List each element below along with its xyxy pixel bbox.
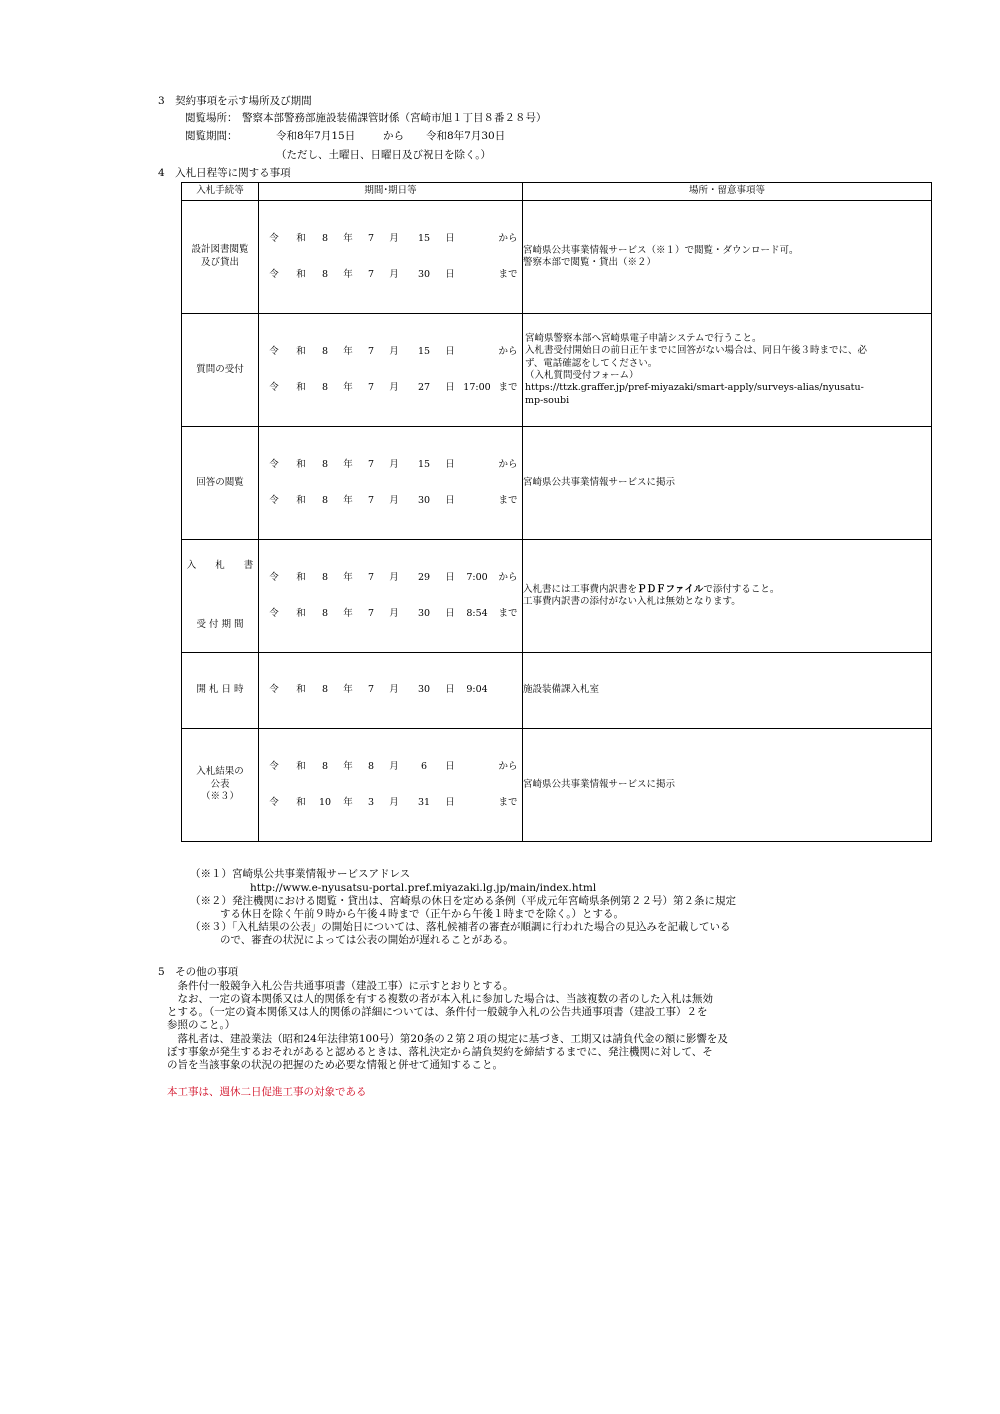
date-part: 7 — [367, 458, 375, 470]
date-part: 年 — [343, 458, 353, 470]
date-part: まで — [498, 494, 518, 506]
date-part: 月 — [389, 494, 399, 506]
place-label: 閲覧場所： — [185, 112, 238, 124]
section4-heading: 4 入札日程等に関する事項 — [158, 167, 291, 179]
date-part: 7 — [367, 381, 375, 393]
section3-heading: 3 契約事項を示す場所及び期間 — [158, 95, 312, 107]
date-part: 31 — [417, 796, 431, 808]
header-notes: 場所・留意事項等 — [523, 183, 932, 201]
header-period: 期間･期日等 — [259, 183, 523, 201]
date-part: 8 — [321, 760, 329, 772]
date-part: 日 — [445, 268, 455, 280]
period-from: 令和8年7月15日 — [276, 130, 356, 142]
date-part: 和 — [296, 345, 306, 357]
date-part: 年 — [343, 232, 353, 244]
date-part: まで — [498, 381, 518, 393]
date-part: 7 — [367, 268, 375, 280]
date-part: 3 — [367, 796, 375, 808]
date-part: 7 — [367, 232, 375, 244]
date-part: 月 — [389, 684, 399, 696]
period-line — [259, 494, 522, 508]
footnote-2-line1: （※２）発注機関における閲覧・貸出は、宮崎県の休日を定める条例（平成元年宮崎県条例第２２号）第２条に規定 — [190, 895, 736, 907]
row-notes: 宮崎県公共事業情報サービスに掲示 — [523, 729, 932, 842]
date-part: 令 — [269, 494, 279, 506]
section5-line: の旨を当該事象の状況の把握のため必要な情報と併せて通知すること。 — [167, 1059, 503, 1071]
row-period — [259, 540, 523, 653]
date-part: 8 — [321, 458, 329, 470]
footnote-3-line2: ので、審査の状況によっては公表の開始が遅れることがある。 — [220, 934, 514, 946]
date-part: 令 — [269, 760, 279, 772]
notes-text: 入札書には工事費内訳書を — [523, 583, 638, 595]
date-part: から — [498, 345, 518, 357]
date-part: 8 — [367, 760, 375, 772]
date-part: 和 — [296, 232, 306, 244]
period-line — [259, 345, 522, 359]
date-part: 月 — [389, 571, 399, 583]
row-procedure: 入札結果の 公表 （※３） — [182, 729, 259, 842]
date-part: 8 — [321, 571, 329, 583]
date-part: 和 — [296, 760, 306, 772]
schedule-table — [181, 182, 932, 842]
date-part: 7:00 — [466, 571, 488, 583]
date-part: 令 — [269, 268, 279, 280]
date-part: 27 — [417, 381, 431, 393]
date-part: 月 — [389, 268, 399, 280]
period-to: 令和8年7月30日 — [426, 130, 506, 142]
date-part: 月 — [389, 381, 399, 393]
table-header-row — [182, 183, 932, 201]
table-row — [182, 729, 932, 842]
section5-line: 落札者は、建設業法（昭和24年法律第100号）第20条の２第２項の規定に基づき、工期又は請負代金の額に影響を及 — [167, 1033, 728, 1045]
date-part: 8 — [321, 345, 329, 357]
date-part: 年 — [343, 381, 353, 393]
date-part: 月 — [389, 458, 399, 470]
period-kara: から — [383, 130, 404, 142]
row-notes: 宮崎県公共事業情報サービス（※１）で閲覧・ダウンロード可。 警察本部で閲覧・貸出（※２） — [523, 201, 932, 314]
date-part: 8 — [321, 684, 329, 696]
row-procedure: 設計図書閲覧 及び貸出 — [182, 201, 259, 314]
row-period — [259, 314, 523, 427]
date-part: 7 — [367, 684, 375, 696]
date-part: 日 — [445, 796, 455, 808]
date-part: 17:00 — [463, 381, 491, 393]
date-part: 和 — [296, 571, 306, 583]
period-line — [259, 268, 522, 282]
period-line — [259, 232, 522, 246]
date-part: 日 — [445, 760, 455, 772]
date-part: 和 — [296, 458, 306, 470]
footnote-2-line2: する休日を除く午前９時から午後４時まで（正午から午後１時までを除く。）とする。 — [220, 908, 625, 920]
table-row — [182, 201, 932, 314]
section5-line: なお、一定の資本関係又は人的関係を有する複数の者が本入札に参加した場合は、当該複数の者のした入札は無効 — [167, 993, 713, 1005]
notes-emphasis: ＰＤＦファイル — [637, 583, 704, 595]
date-part: 和 — [296, 381, 306, 393]
date-part: 7 — [367, 345, 375, 357]
date-part: 和 — [296, 796, 306, 808]
row-procedure: 回答の閲覧 — [182, 427, 259, 540]
date-part: 令 — [269, 232, 279, 244]
date-part: 月 — [389, 760, 399, 772]
period-line — [259, 796, 522, 810]
date-part: 8 — [321, 232, 329, 244]
procedure-line: 受 付 期 間 — [196, 618, 244, 630]
date-part: 令 — [269, 796, 279, 808]
date-part: 月 — [389, 232, 399, 244]
procedure-line: 入 札 書 — [186, 560, 254, 572]
period-note: （ただし、土曜日、日曜日及び祝日を除く。） — [276, 149, 492, 161]
date-part: 日 — [445, 607, 455, 619]
date-part: 令 — [269, 571, 279, 583]
period-line — [259, 571, 522, 585]
date-part: 15 — [417, 458, 431, 470]
table-row — [182, 653, 932, 729]
date-part: 日 — [445, 458, 455, 470]
date-part: 15 — [417, 232, 431, 244]
date-part: から — [498, 458, 518, 470]
date-part: 8 — [321, 381, 329, 393]
date-part: 年 — [343, 571, 353, 583]
date-part: 30 — [417, 684, 431, 696]
date-part: 日 — [445, 684, 455, 696]
date-part: から — [498, 232, 518, 244]
date-part: 30 — [417, 607, 431, 619]
date-part: から — [498, 760, 518, 772]
row-period — [259, 201, 523, 314]
date-part: 令 — [269, 345, 279, 357]
red-note: 本工事は、週休二日促進工事の対象である — [167, 1086, 367, 1098]
date-part: 日 — [445, 381, 455, 393]
date-part: 年 — [343, 345, 353, 357]
date-part: 年 — [343, 684, 353, 696]
period-line — [259, 684, 522, 698]
date-part: 令 — [269, 684, 279, 696]
row-period — [259, 653, 523, 729]
footnote-1: （※１）宮崎県公共事業情報サービスアドレス — [190, 868, 411, 880]
period-line — [259, 607, 522, 621]
date-part: 9:04 — [466, 684, 488, 696]
date-part: 令 — [269, 607, 279, 619]
date-part: 月 — [389, 796, 399, 808]
place-value: 警察本部警務部施設装備課管財係（宮崎市旭１丁目８番２８号） — [242, 112, 547, 124]
row-notes: 施設装備課入札室 — [523, 653, 932, 729]
section5-line: 参照のこと。） — [167, 1019, 236, 1031]
date-part: 15 — [417, 345, 431, 357]
date-part: まで — [498, 607, 518, 619]
row-procedure — [182, 540, 259, 653]
section5-line: 条件付一般競争入札公告共通事項書（建設工事）に示すとおりとする。 — [167, 980, 514, 992]
date-part: 7 — [367, 607, 375, 619]
date-part: 8 — [321, 268, 329, 280]
date-part: 8 — [321, 607, 329, 619]
date-part: 年 — [343, 268, 353, 280]
date-part: 日 — [445, 494, 455, 506]
date-part: 年 — [343, 607, 353, 619]
footnote-3-line1: （※３）「入札結果の公表」の開始日については、落札候補者の審査が順調に行われた場合の見込みを記載している — [190, 921, 731, 933]
date-part: 和 — [296, 268, 306, 280]
date-part: 7 — [367, 571, 375, 583]
row-procedure: 開 札 日 時 — [182, 653, 259, 729]
row-notes — [523, 540, 932, 653]
footnote-1-url: http://www.e-nyusatsu-portal.pref.miyazaki.lg.jp/main/index.html — [250, 882, 597, 894]
date-part: 日 — [445, 571, 455, 583]
date-part: 29 — [417, 571, 431, 583]
row-notes: 宮崎県公共事業情報サービスに掲示 — [523, 427, 932, 540]
date-part: 和 — [296, 494, 306, 506]
row-procedure: 質問の受付 — [182, 314, 259, 427]
date-part: 令 — [269, 458, 279, 470]
date-part: 10 — [318, 796, 332, 808]
date-part: 8 — [321, 494, 329, 506]
row-period — [259, 427, 523, 540]
date-part: 6 — [420, 760, 428, 772]
date-part: 和 — [296, 607, 306, 619]
date-part: 7 — [367, 494, 375, 506]
header-procedure: 入札手続等 — [182, 183, 259, 201]
period-line — [259, 458, 522, 472]
table-row — [182, 540, 932, 653]
date-part: 日 — [445, 232, 455, 244]
date-part: 8:54 — [466, 607, 488, 619]
date-part: 月 — [389, 345, 399, 357]
date-part: まで — [498, 796, 518, 808]
row-period — [259, 729, 523, 842]
date-part: 30 — [417, 494, 431, 506]
section5-line: ぼす事象が発生するおそれがあると認めるときは、落札決定から請負契約を締結するまでに、発注機関に対して、そ — [167, 1046, 713, 1058]
date-part: 30 — [417, 268, 431, 280]
date-part: 月 — [389, 607, 399, 619]
date-part: 令 — [269, 381, 279, 393]
date-part: 年 — [343, 494, 353, 506]
table-row — [182, 427, 932, 540]
notes-text: で添付すること。 工事費内訳書の添付がない入札は無効となります。 — [523, 583, 780, 607]
date-part: 日 — [445, 345, 455, 357]
period-line — [259, 381, 522, 395]
section5-line: とする。（一定の資本関係又は人的関係の詳細については、条件付一般競争入札の公告共通事項書（建設工事）２を — [167, 1006, 708, 1018]
date-part: 年 — [343, 760, 353, 772]
section5-heading: 5 その他の事項 — [158, 966, 239, 978]
date-part: 年 — [343, 796, 353, 808]
row-notes: 宮崎県警察本部へ宮崎県電子申請システムで行うこと。 入札書受付開始日の前日正午までに回答がない場合は、同日午後３時までに、必 ず、電話確認をしてください。 （入札質問受付フォーム） https://ttzk.graffer.jp/pref-miyazaki/smart-apply/surveys-alias/nyusatu- mp-soubi — [523, 314, 932, 427]
date-part: まで — [498, 268, 518, 280]
period-line — [259, 760, 522, 774]
period-label: 閲覧期間： — [185, 130, 238, 142]
date-part: 和 — [296, 684, 306, 696]
date-part: から — [498, 571, 518, 583]
table-row — [182, 314, 932, 427]
